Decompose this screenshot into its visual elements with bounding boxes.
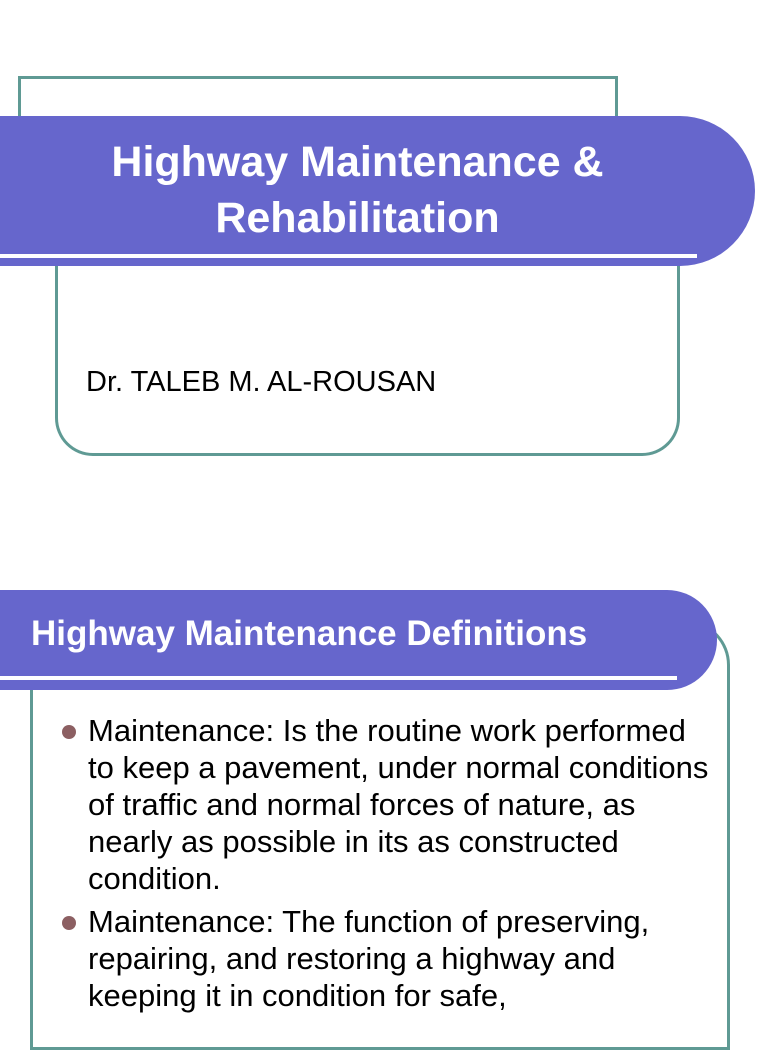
bullet-text: Maintenance: Is the routine work performed to keep a pavement, under normal conditions of traffic and normal forces of nature, as nearly as possible in its as constructed condition. xyxy=(88,713,709,896)
slide-1-author: Dr. TALEB M. AL-ROUSAN xyxy=(86,366,437,398)
bullet-item xyxy=(60,712,720,897)
bullet-dot-icon xyxy=(62,725,76,739)
slide-1-frame-top xyxy=(18,76,618,116)
bullet-item xyxy=(60,903,720,1014)
slide-1-title-line-2: Rehabilitation xyxy=(215,194,500,242)
slide-1-banner-underline xyxy=(0,254,697,258)
slide-2-bullet-list xyxy=(60,712,720,1020)
slide-2-banner-underline xyxy=(0,676,677,680)
bullet-dot-icon xyxy=(62,916,76,930)
slide-1-title-line-1: Highway Maintenance & xyxy=(111,138,604,186)
slide-1-title xyxy=(0,134,715,246)
bullet-text: Maintenance: The function of preserving, repairing, and restoring a highway and keeping it in condition for safe, xyxy=(88,904,650,1013)
slide-2-title: Highway Maintenance Definitions xyxy=(31,614,588,653)
slide-1-frame-bottom xyxy=(55,262,680,456)
